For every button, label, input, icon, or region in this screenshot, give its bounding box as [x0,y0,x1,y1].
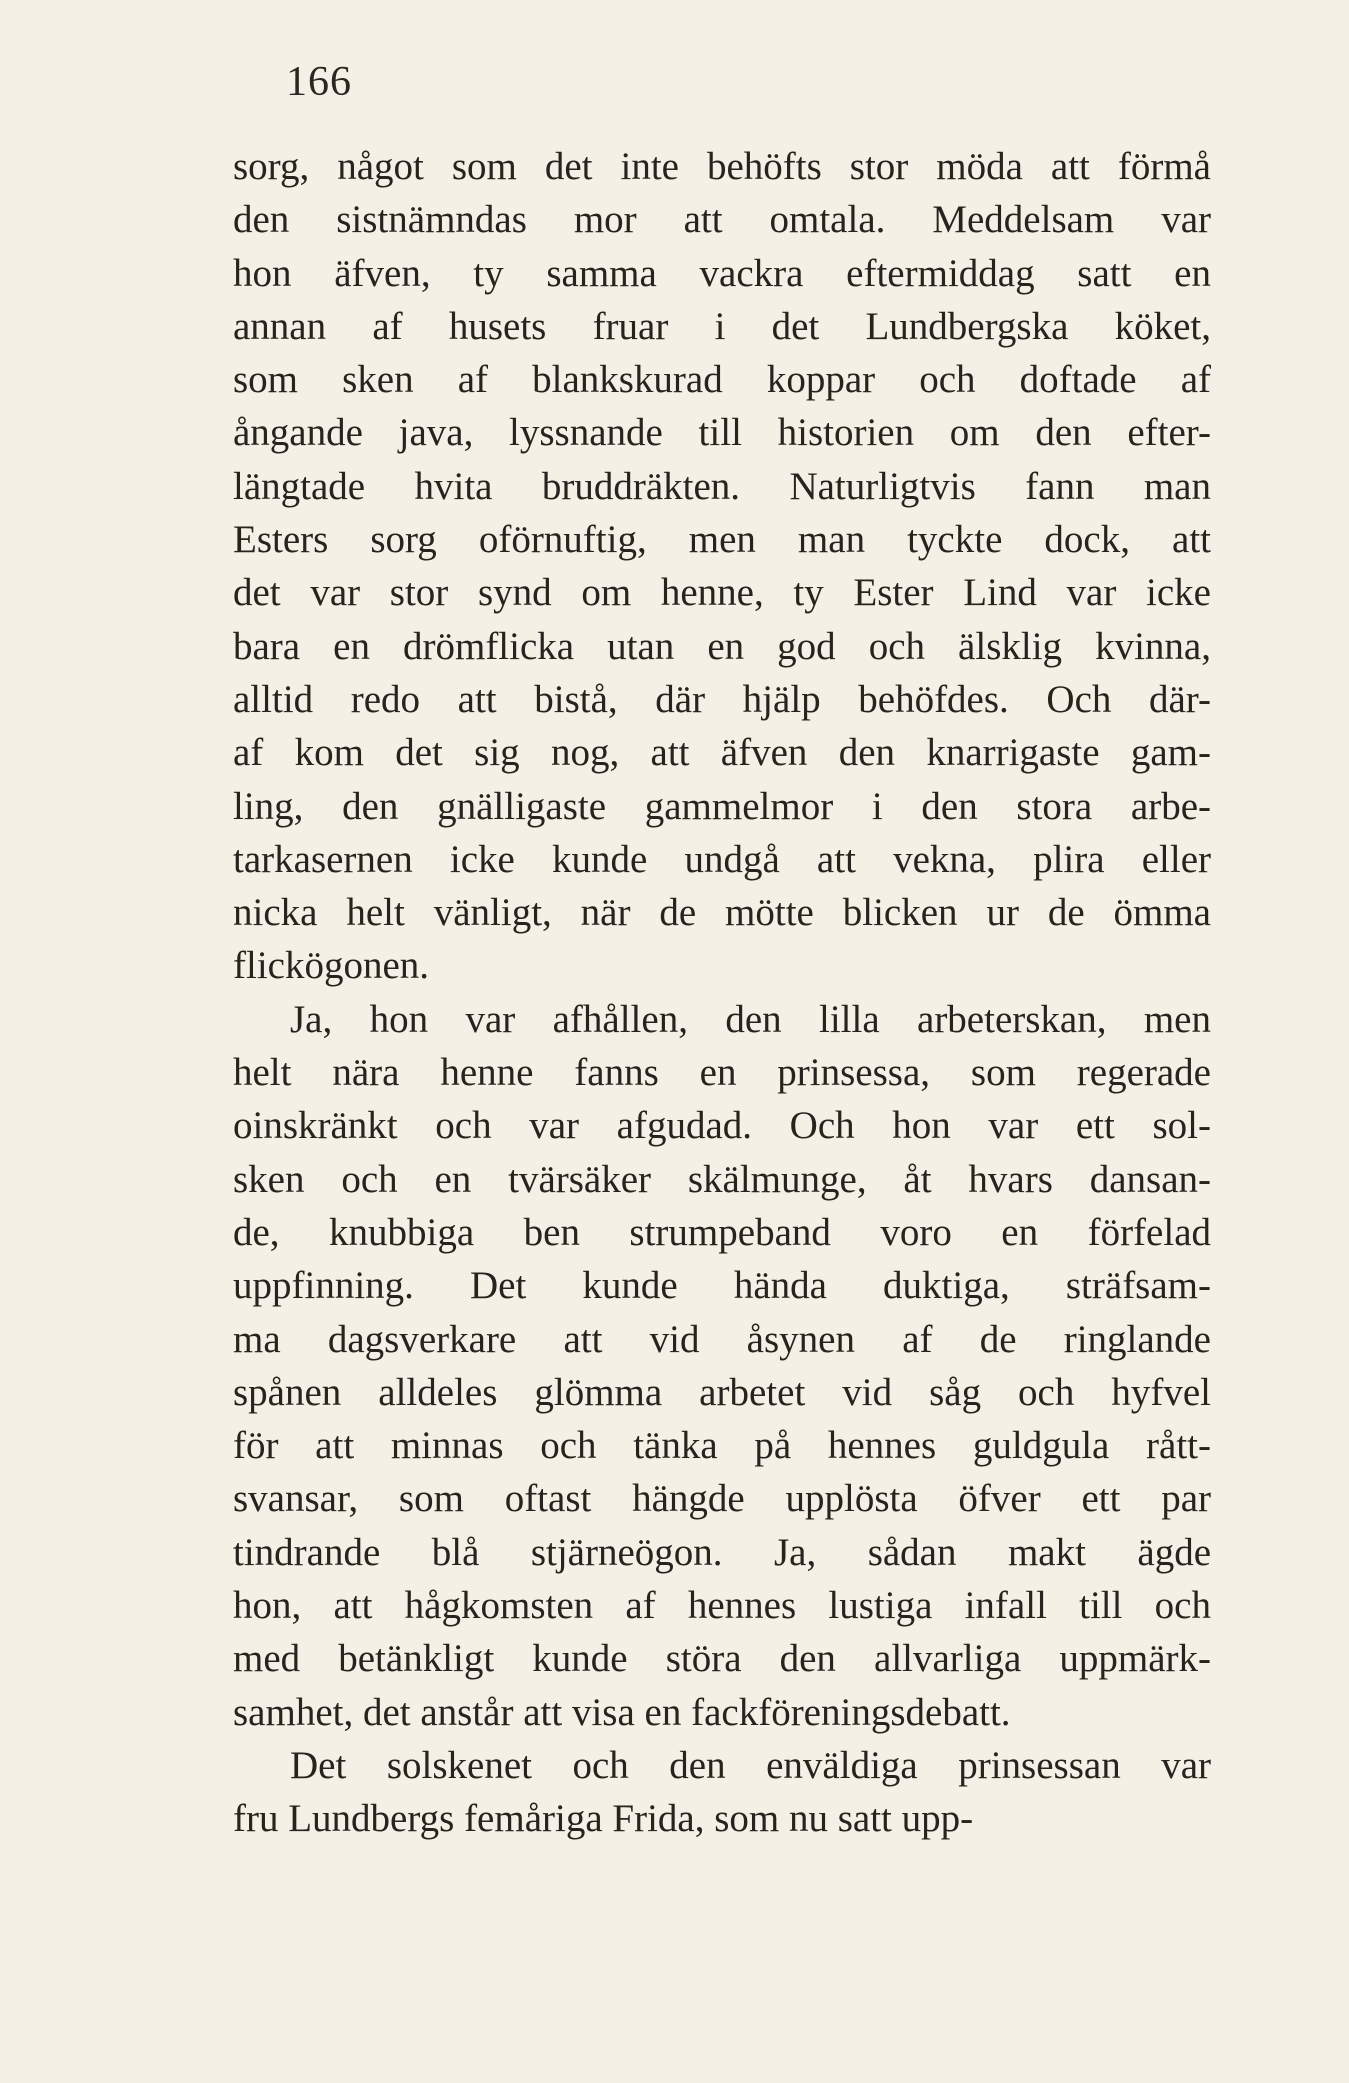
text-line: annan af husets fruar i det Lundbergska köket, [233,304,1211,348]
text-line: af kom det sig nog, att äfven den knarrigaste gam- [233,731,1211,775]
text-line: ångande java, lyssnande till historien om den efter- [233,411,1211,455]
text-line: för att minnas och tänka på hennes guldgula rått- [233,1424,1211,1468]
paragraph-start-line: Ja, hon var afhållen, den lilla arbeterskan, men [290,997,1211,1041]
paragraph-end-line: samhet, det anstår att visa en fackföreningsdebatt. [233,1690,1011,1734]
paragraph-end-line: flickögonen. [233,944,430,988]
page-number: 166 [286,59,352,105]
text-line: det var stor synd om henne, ty Ester Lind var icke [233,571,1211,615]
text-line: den sistnämndas mor att omtala. Meddelsam var [233,198,1211,242]
text-line: oinskränkt och var afgudad. Och hon var ett sol- [233,1104,1211,1148]
text-line: nicka helt vänligt, när de mötte blicken ur de ömma [233,891,1211,935]
paragraph-start-line: Det solskenet och den enväldiga prinsessan var [290,1743,1211,1787]
text-line: med betänkligt kunde störa den allvarliga uppmärk- [233,1637,1211,1681]
text-line: tarkasernen icke kunde undgå att vekna, plira eller [233,837,1211,881]
body-text [233,140,1211,1846]
text-line: som sken af blankskurad koppar och doftade af [233,358,1211,402]
text-line: hon äfven, ty samma vackra eftermiddag satt en [233,251,1211,295]
text-line: de, knubbiga ben strumpeband voro en förfelad [233,1210,1211,1254]
text-line: längtade hvita bruddräkten. Naturligtvis fann man [233,464,1211,508]
text-line: bara en drömflicka utan en god och älsklig kvinna, [233,624,1211,668]
text-line: sken och en tvärsäker skälmunge, åt hvars dansan- [233,1157,1211,1201]
text-line: spånen alldeles glömma arbetet vid såg och hyfvel [233,1370,1211,1414]
text-line: ma dagsverkare att vid åsynen af de ringlande [233,1317,1211,1361]
text-line: Esters sorg oförnuftig, men man tyckte dock, att [233,518,1211,562]
text-line: alltid redo att bistå, där hjälp behöfdes. Och där- [233,677,1211,721]
text-line: hon, att hågkomsten af hennes lustiga infall till och [233,1584,1211,1628]
text-line: svansar, som oftast hängde upplösta öfver ett par [233,1477,1211,1521]
text-line: helt nära henne fanns en prinsessa, som regerade [233,1051,1211,1095]
text-line: uppfinning. Det kunde hända duktiga, sträfsam- [233,1264,1211,1308]
text-line: ling, den gnälligaste gammelmor i den stora arbe- [233,784,1211,828]
text-line: sorg, något som det inte behöfts stor möda att förmå [233,145,1211,188]
text-line: fru Lundbergs femåriga Frida, som nu satt upp- [233,1797,974,1841]
text-line: tindrande blå stjärneögon. Ja, sådan makt ägde [233,1530,1211,1574]
